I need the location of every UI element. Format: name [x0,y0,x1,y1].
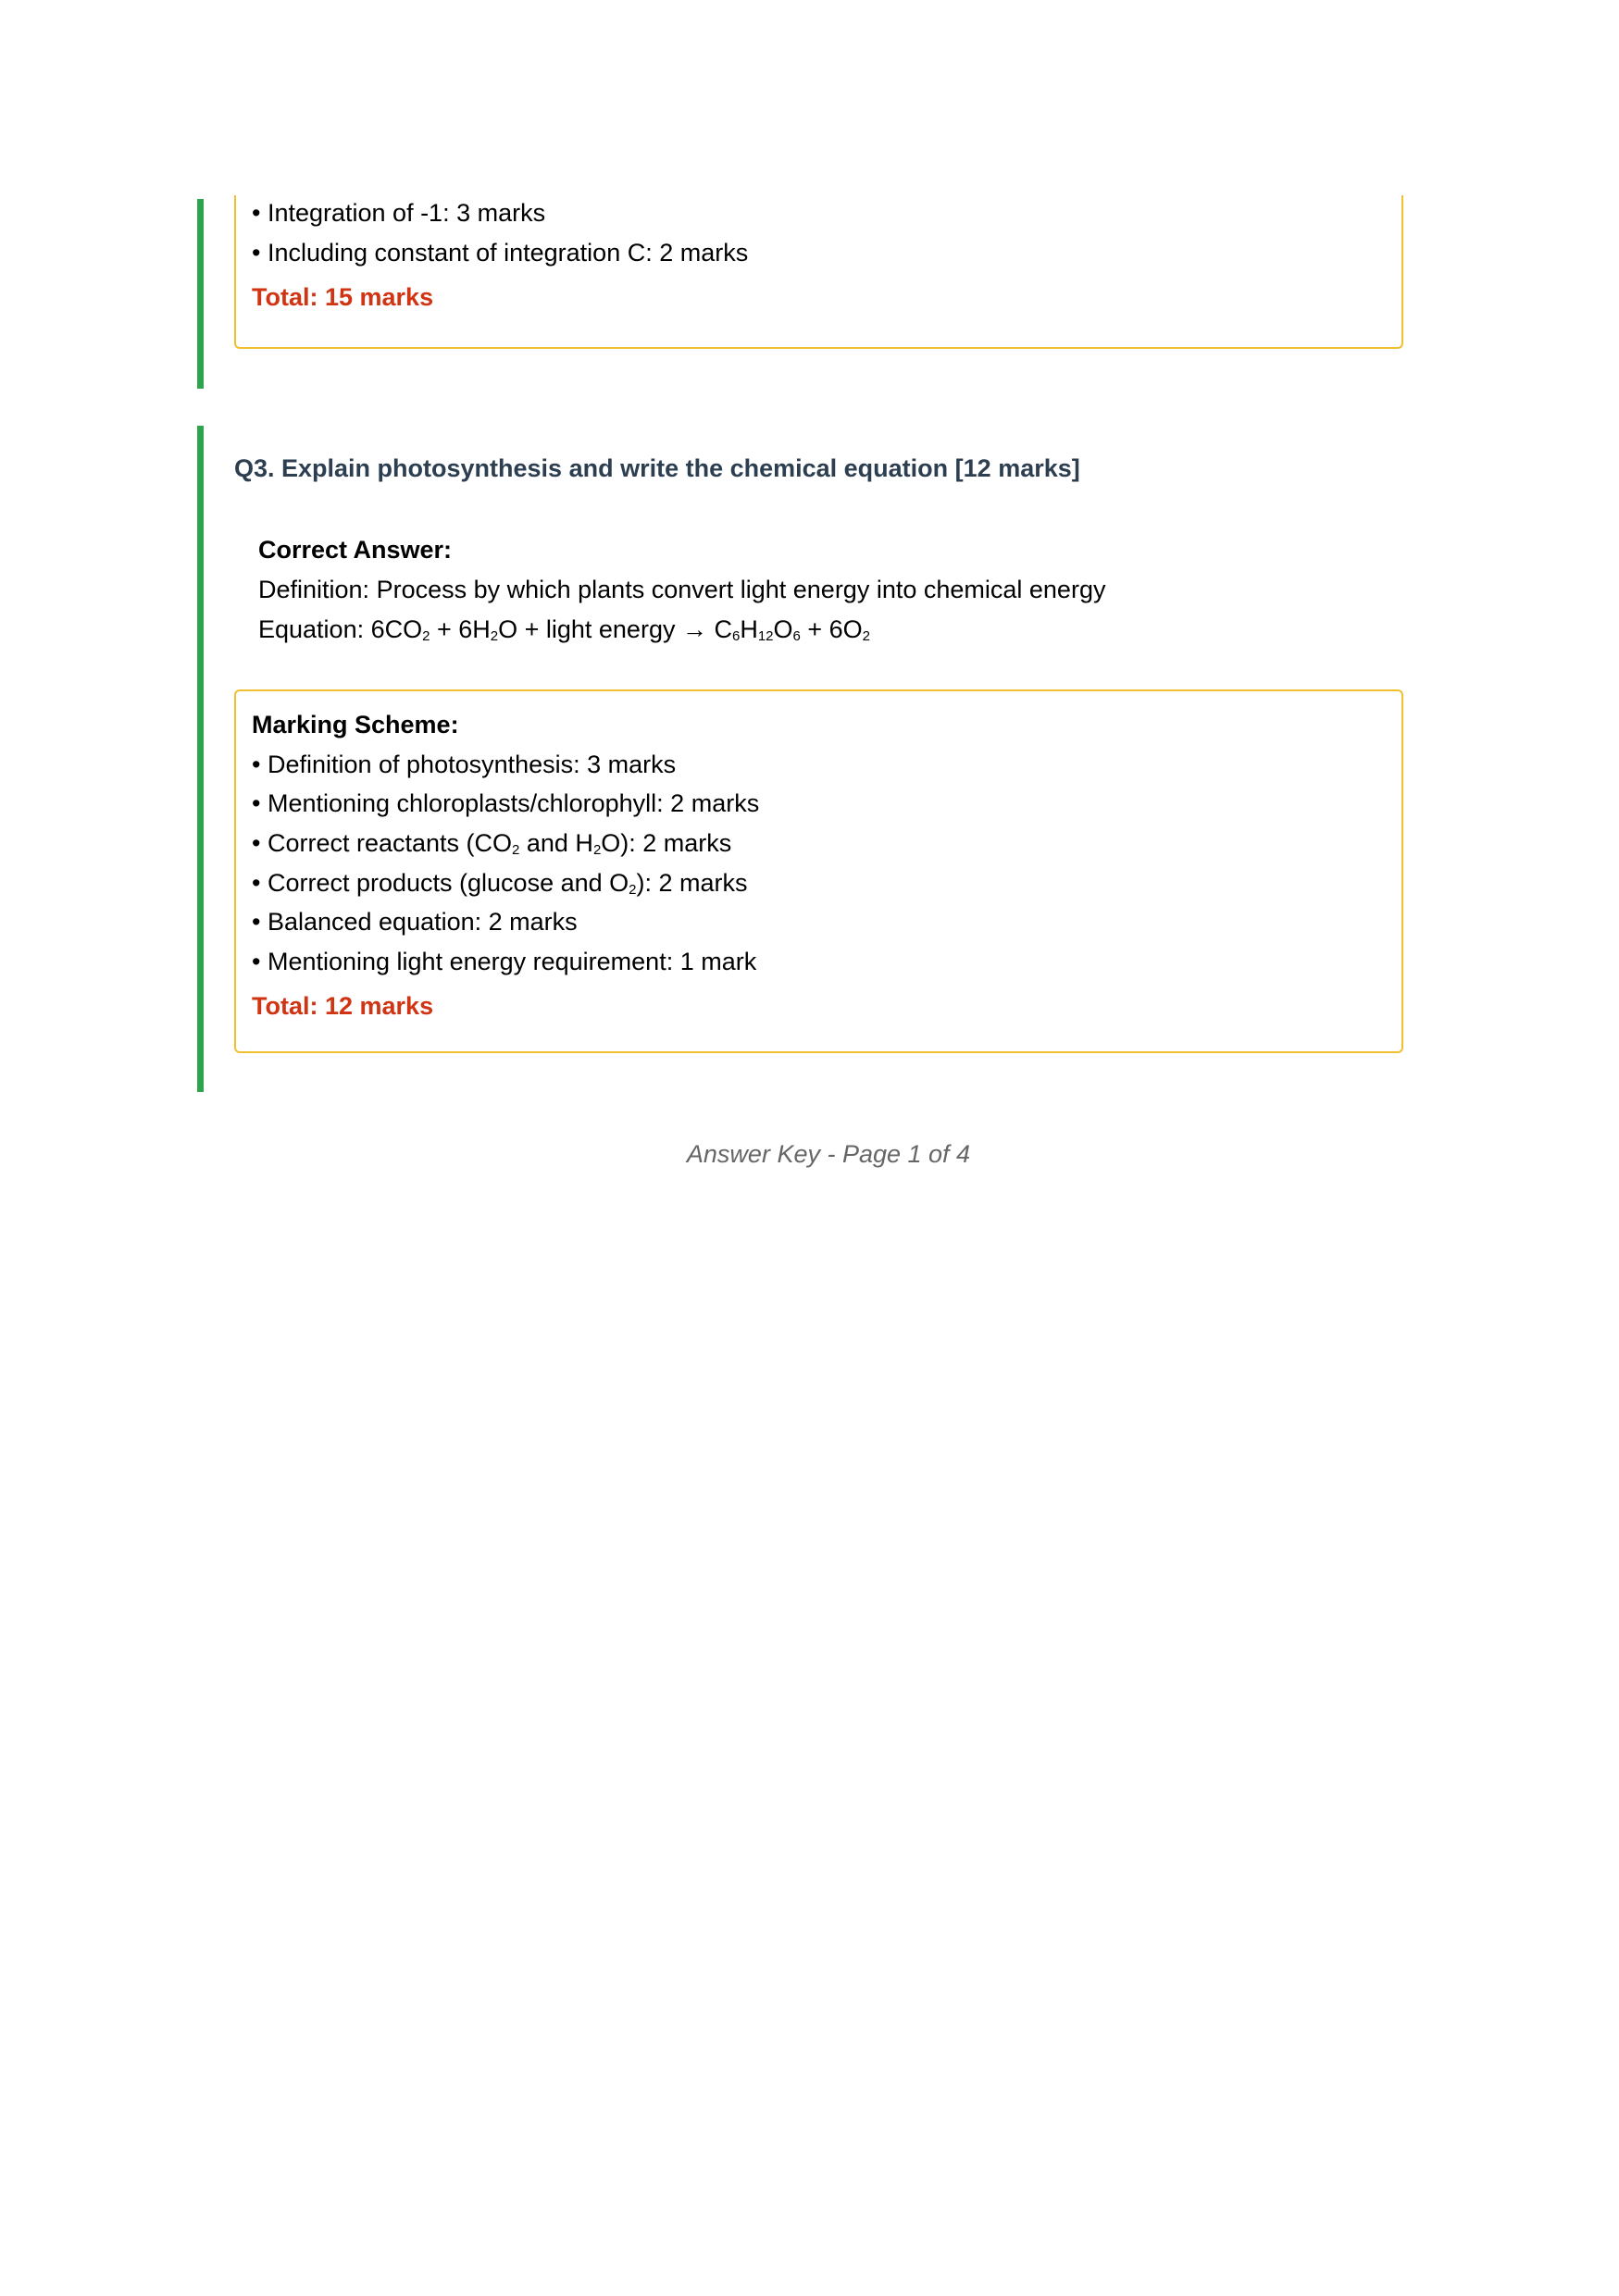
subscript: 2 [629,882,637,898]
subscript: 2 [512,842,520,858]
question-3-block [197,426,1426,1092]
answer-equation [258,614,870,645]
marking-scheme-label: Marking Scheme: [252,711,459,738]
q2-total: Total: 15 marks [252,283,434,311]
subscript: 12 [757,628,774,644]
scheme-text: and H [519,829,593,857]
equation-text: + 6H [430,615,491,643]
scheme-text: ): 2 marks [636,869,748,897]
correct-answer-label: Correct Answer: [258,536,453,564]
equation-text: O + light energy → C [498,615,732,643]
q3-total: Total: 12 marks [252,992,434,1020]
page-footer: Answer Key - Page 1 of 4 [686,1140,971,1168]
q3-scheme-item: • Mentioning chloroplasts/chlorophyll: 2 marks [252,789,760,817]
scheme-text: • Correct reactants (CO [252,829,513,857]
q3-scheme-item [252,827,731,859]
question-2-block [197,199,1426,389]
subscript: 6 [792,628,801,644]
equation-text: + 6O [800,615,863,643]
q2-scheme-item: • Integration of -1: 3 marks [252,199,546,227]
subscript: 6 [731,628,741,644]
q3-scheme-item: • Definition of photosynthesis: 3 marks [252,751,677,778]
equation-text: O [773,615,793,643]
subscript: 2 [592,842,602,858]
q2-scheme-item: • Including constant of integration C: 2 marks [252,239,749,267]
q3-title: Q3. Explain photosynthesis and write the chemical equation [12 marks] [234,454,1080,482]
q3-marking-scheme-box [234,689,1403,1053]
q3-scheme-item [252,867,748,899]
subscript: 2 [422,628,430,644]
q3-scheme-item: • Balanced equation: 2 marks [252,908,578,936]
equation-text: H [740,615,758,643]
q2-marking-scheme-box [234,195,1403,349]
equation-text: Equation: 6CO [258,615,423,643]
subscript: 2 [862,628,870,644]
scheme-text: O): 2 marks [601,829,732,857]
q3-scheme-item: • Mentioning light energy requirement: 1 mark [252,948,757,975]
subscript: 2 [490,628,499,644]
scheme-text: • Correct products (glucose and O [252,869,629,897]
answer-definition: Definition: Process by which plants convert light energy into chemical energy [258,576,1106,603]
